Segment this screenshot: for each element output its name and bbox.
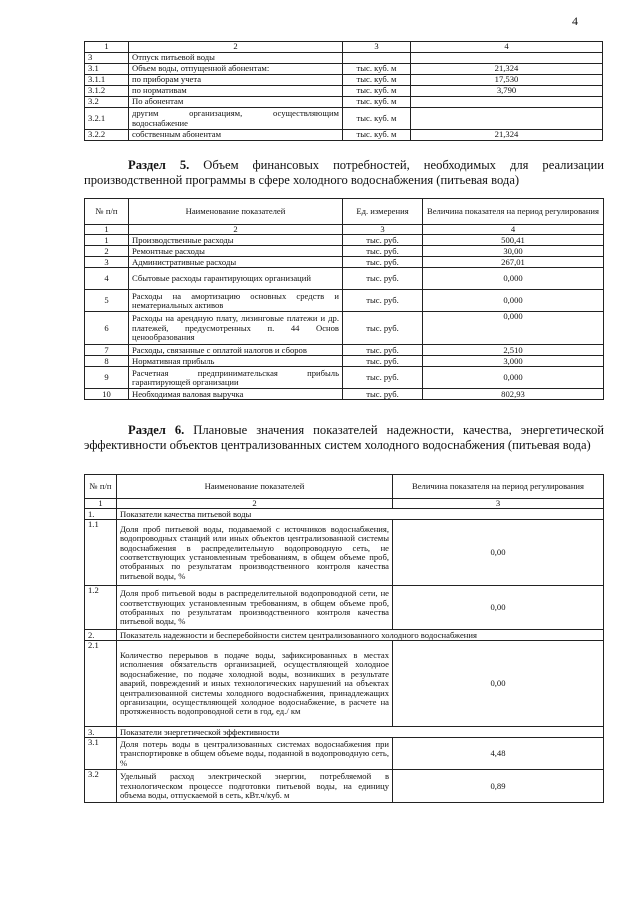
- row-value: [411, 97, 603, 108]
- table-row: [85, 356, 604, 367]
- row-value: 0,000: [423, 290, 604, 312]
- group-title: Показатели качества питьевой воды: [117, 509, 604, 520]
- table-header-row: [85, 42, 603, 53]
- row-unit: тыс. куб. м: [343, 108, 411, 130]
- row-value: 0,000: [423, 367, 604, 389]
- table-number-row: [85, 499, 604, 509]
- row-number: 3: [85, 53, 129, 64]
- row-value: 21,324: [411, 64, 603, 75]
- column-number: 3: [343, 225, 423, 235]
- row-name: другим организациям, осуществляющим водоснабжение: [129, 108, 343, 130]
- row-name: Отпуск питьевой воды: [129, 53, 343, 64]
- table-row: [85, 235, 604, 246]
- row-number: 1.: [85, 509, 117, 520]
- reliability-indicators-table: [84, 474, 604, 803]
- table-row: [85, 53, 603, 64]
- row-number: 8: [85, 356, 129, 367]
- row-unit: тыс. руб.: [343, 312, 423, 345]
- row-number: 2.1: [85, 641, 117, 727]
- table-row: [85, 64, 603, 75]
- group-title: Показатель надежности и бесперебойности систем централизованного холодного водоснабжения: [117, 630, 604, 641]
- row-unit: тыс. руб.: [343, 290, 423, 312]
- column-number: 4: [423, 225, 604, 235]
- page-number: 4: [572, 14, 578, 28]
- column-number: 3: [393, 499, 604, 509]
- row-number: 3.1: [85, 64, 129, 75]
- row-value: 0,89: [393, 770, 604, 803]
- row-number: 6: [85, 312, 129, 345]
- row-number: 3.1.1: [85, 75, 129, 86]
- table-row: [85, 86, 603, 97]
- row-number: 3.2: [85, 770, 117, 803]
- row-number: 3.2.1: [85, 108, 129, 130]
- table-group-row: [85, 509, 604, 520]
- column-number: 1: [85, 42, 129, 53]
- row-value: 3,790: [411, 86, 603, 97]
- column-header: № п/п: [85, 475, 117, 499]
- row-unit: тыс. руб.: [343, 235, 423, 246]
- row-name: Объем воды, отпущенной абонентам:: [129, 64, 343, 75]
- column-header: Наименование показателей: [129, 199, 343, 225]
- row-number: 9: [85, 367, 129, 389]
- row-name: По абонентам: [129, 97, 343, 108]
- section-5-heading: [84, 158, 604, 187]
- row-name: Расчетная предпринимательская прибыль гарантирующей организации: [129, 367, 343, 389]
- row-number: 3.2: [85, 97, 129, 108]
- group-title: Показатели энергетической эффективности: [117, 727, 604, 738]
- table-row: [85, 586, 604, 630]
- row-value: 30,00: [423, 246, 604, 257]
- table-row: [85, 367, 604, 389]
- table-row: [85, 641, 604, 727]
- table-group-row: [85, 727, 604, 738]
- row-value: 3,000: [423, 356, 604, 367]
- table-row: [85, 290, 604, 312]
- row-number: 2: [85, 246, 129, 257]
- row-unit: [343, 53, 411, 64]
- row-value: 500,41: [423, 235, 604, 246]
- table-row: [85, 108, 603, 130]
- row-unit: тыс. руб.: [343, 246, 423, 257]
- row-value: 2,510: [423, 345, 604, 356]
- section-label: Раздел 6.: [128, 423, 185, 437]
- row-name: Сбытовые расходы гарантирующих организаций: [129, 268, 343, 290]
- table-row: [85, 246, 604, 257]
- row-name: Доля проб питьевой воды в распределительной водопроводной сети, не соответствующих установленным требованиям, в общем объеме проб, отобранных по результатам производственного контроля качества питьевой воды, %: [117, 586, 393, 630]
- row-unit: тыс. куб. м: [343, 130, 411, 141]
- row-number: 2.: [85, 630, 117, 641]
- row-name: Доля потерь воды в централизованных системах водоснабжения при транспортировке в общем объеме воды, поданной в водопроводную сеть, %: [117, 738, 393, 770]
- row-unit: тыс. куб. м: [343, 75, 411, 86]
- row-value: 0,000: [423, 312, 604, 345]
- water-supply-table: [84, 41, 603, 141]
- column-number: 1: [85, 225, 129, 235]
- row-value: 0,00: [393, 586, 604, 630]
- row-number: 3.: [85, 727, 117, 738]
- column-number: 2: [117, 499, 393, 509]
- row-number: 3.1.2: [85, 86, 129, 97]
- column-number: 2: [129, 42, 343, 53]
- row-name: Доля проб питьевой воды, подаваемой с источников водоснабжения, водопроводных станций или иных объектов централизованной системы водоснабжения в распределительную водопроводную сеть, не соответствующих установленным требованиям, в общем объеме проб, отобранных по результатам производственного контроля качества питьевой воды, %: [117, 520, 393, 586]
- row-number: 3: [85, 257, 129, 268]
- row-number: 1: [85, 235, 129, 246]
- row-unit: тыс. руб.: [343, 345, 423, 356]
- row-name: собственным абонентам: [129, 130, 343, 141]
- table-row: [85, 97, 603, 108]
- table-group-row: [85, 630, 604, 641]
- row-name: Расходы, связанные с оплатой налогов и сборов: [129, 345, 343, 356]
- row-number: 1.2: [85, 586, 117, 630]
- table-row: [85, 75, 603, 86]
- table-row: [85, 389, 604, 400]
- row-value: 802,93: [423, 389, 604, 400]
- column-header: Величина показателя на период регулирования: [393, 475, 604, 499]
- row-number: 7: [85, 345, 129, 356]
- row-value: 0,00: [393, 641, 604, 727]
- table-row: [85, 520, 604, 586]
- row-value: [411, 53, 603, 64]
- row-number: 4: [85, 268, 129, 290]
- row-unit: тыс. руб.: [343, 257, 423, 268]
- section-label: Раздел 5.: [128, 158, 190, 172]
- row-unit: тыс. руб.: [343, 389, 423, 400]
- section-6-heading: [84, 423, 604, 452]
- column-number: 3: [343, 42, 411, 53]
- row-unit: тыс. куб. м: [343, 97, 411, 108]
- row-unit: тыс. куб. м: [343, 86, 411, 97]
- column-number: 2: [129, 225, 343, 235]
- table-row: [85, 738, 604, 770]
- column-number: 4: [411, 42, 603, 53]
- row-unit: тыс. руб.: [343, 367, 423, 389]
- column-header: Ед. измерения: [343, 199, 423, 225]
- column-header: Наименование показателей: [117, 475, 393, 499]
- table-header-row: [85, 475, 604, 499]
- row-name: Количество перерывов в подаче воды, зафиксированных в местах исполнения обязательств организацией, осуществляющей холодное водоснабжение, по подаче холодной воды, возникших в результате аварий, повреждений и иных технологических нарушений на объектах централизованной системы холодного водоснабжения, принадлежащих организации, осуществляющей холодное водоснабжение, в расчете на протяженность водопроводной сети в год, ед./ км: [117, 641, 393, 727]
- row-value: 4,48: [393, 738, 604, 770]
- section-title: Объем финансовых потребностей, необходимых для реализации производственной программы в сфере холодного водоснабжения (питьевая вода): [84, 158, 604, 187]
- table-row: [85, 770, 604, 803]
- row-value: 0,000: [423, 268, 604, 290]
- column-header: Величина показателя на период регулирования: [423, 199, 604, 225]
- table-number-row: [85, 225, 604, 235]
- financial-needs-table: [84, 198, 604, 400]
- row-value: 0,00: [393, 520, 604, 586]
- row-name: Удельный расход электрической энергии, потребляемой в технологическом процессе подготовки питьевой воды, на единицу объема воды, отпускаемой в сеть, кВт.ч/куб. м: [117, 770, 393, 803]
- table-header-row: [85, 199, 604, 225]
- row-name: Ремонтные расходы: [129, 246, 343, 257]
- row-name: Нормативная прибыль: [129, 356, 343, 367]
- row-name: Расходы на арендную плату, лизинговые платежи и др. платежей, предусмотренных п. 44 Основ ценообразования: [129, 312, 343, 345]
- row-number: 3.1: [85, 738, 117, 770]
- row-name: Расходы на амортизацию основных средств и нематериальных активов: [129, 290, 343, 312]
- table-row: [85, 345, 604, 356]
- row-unit: тыс. руб.: [343, 356, 423, 367]
- column-number: 1: [85, 499, 117, 509]
- row-value: 267,01: [423, 257, 604, 268]
- row-unit: тыс. куб. м: [343, 64, 411, 75]
- table-row: [85, 130, 603, 141]
- row-number: 5: [85, 290, 129, 312]
- row-value: 17,530: [411, 75, 603, 86]
- row-number: 3.2.2: [85, 130, 129, 141]
- row-number: 10: [85, 389, 129, 400]
- row-name: Административные расходы: [129, 257, 343, 268]
- row-unit: тыс. руб.: [343, 268, 423, 290]
- table-row: [85, 268, 604, 290]
- row-name: по нормативам: [129, 86, 343, 97]
- row-value: 21,324: [411, 130, 603, 141]
- row-number: 1.1: [85, 520, 117, 586]
- column-header: № п/п: [85, 199, 129, 225]
- table-row: [85, 312, 604, 345]
- row-name: Необходимая валовая выручка: [129, 389, 343, 400]
- row-name: Производственные расходы: [129, 235, 343, 246]
- table-row: [85, 257, 604, 268]
- row-name: по приборам учета: [129, 75, 343, 86]
- section-title: Плановые значения показателей надежности, качества, энергетической эффективности объектов централизованных систем холодного водоснабжения (питьевая вода): [84, 423, 604, 452]
- row-value: [411, 108, 603, 130]
